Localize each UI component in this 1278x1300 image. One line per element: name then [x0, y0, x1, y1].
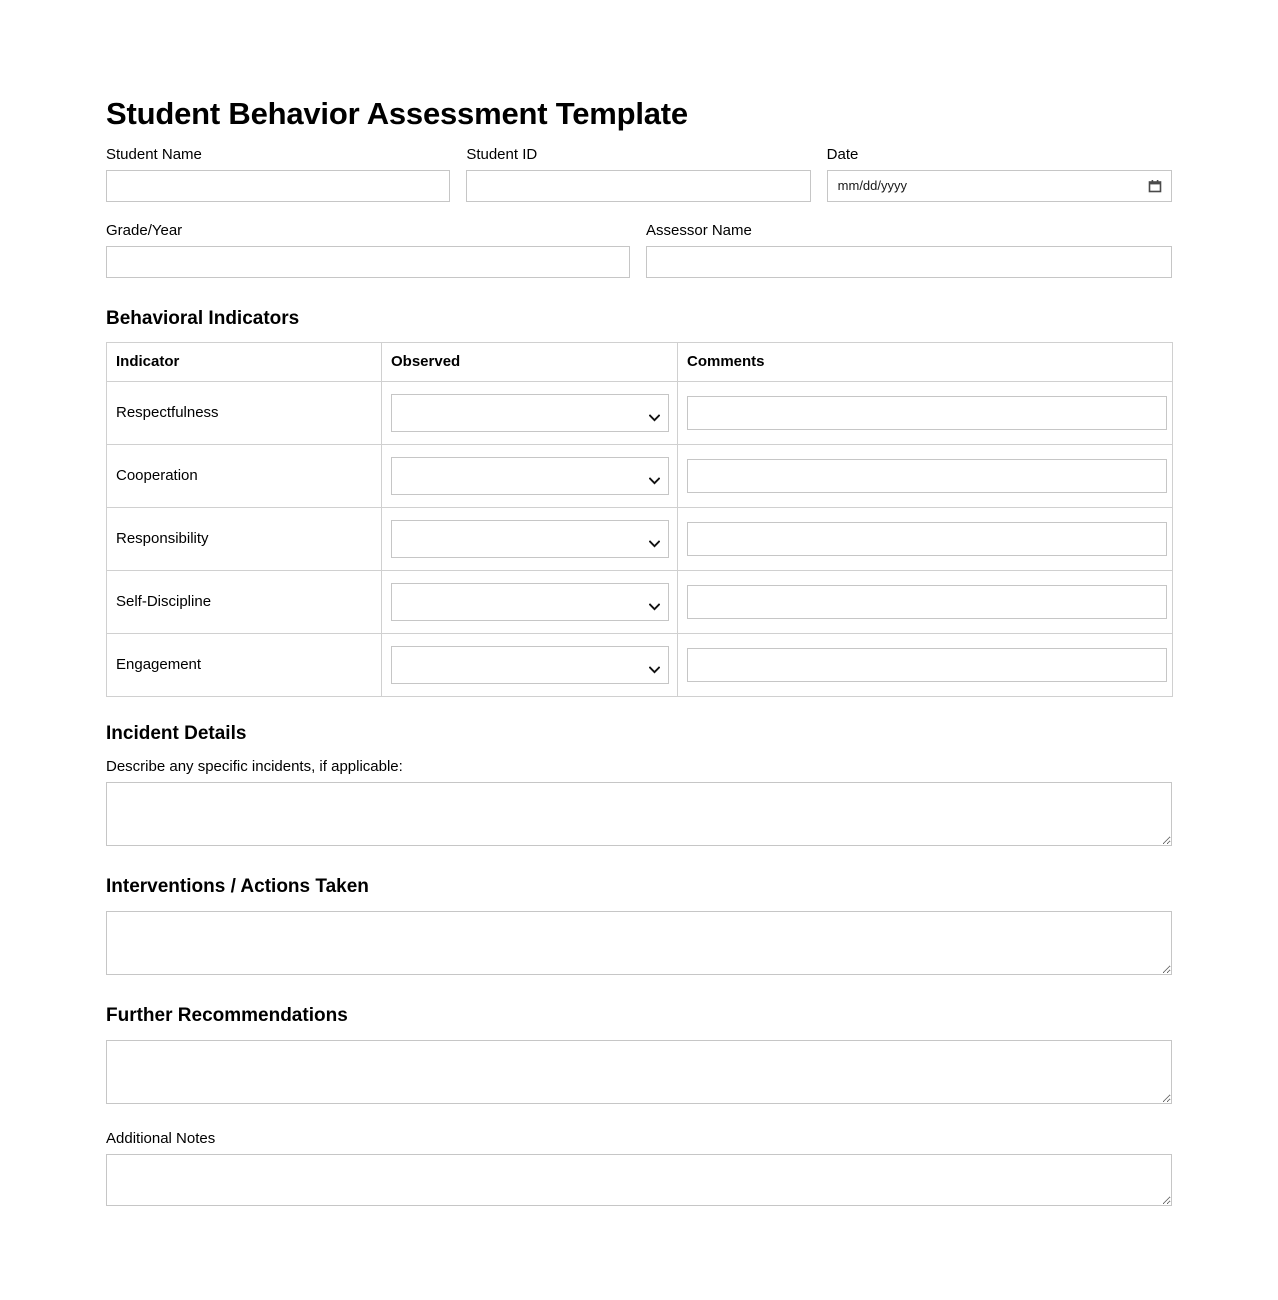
calendar-icon[interactable] — [1148, 179, 1162, 193]
comment-input[interactable] — [687, 648, 1167, 682]
chevron-down-icon — [649, 598, 660, 606]
table-row — [107, 508, 1173, 571]
observed-select[interactable] — [391, 394, 669, 432]
comment-input[interactable] — [687, 522, 1167, 556]
assessor-name-label: Assessor Name — [646, 221, 752, 239]
observed-cell — [382, 571, 678, 634]
column-header-observed: Observed — [382, 343, 678, 382]
observed-select[interactable] — [391, 646, 669, 684]
student-id-label: Student ID — [466, 145, 538, 163]
comments-cell — [678, 634, 1173, 697]
column-header-indicator: Indicator — [107, 343, 382, 382]
date-field-group — [827, 146, 1172, 202]
table-row — [107, 634, 1173, 697]
student-name-field-group — [106, 146, 450, 202]
additional-notes-textarea[interactable] — [106, 1154, 1172, 1206]
indicator-label: Respectfulness — [107, 382, 382, 445]
identity-row-primary — [106, 146, 1172, 202]
behavioral-indicators-table — [106, 342, 1173, 697]
incident-details-heading: Incident Details — [106, 723, 247, 745]
incident-details-textarea[interactable] — [106, 782, 1172, 846]
column-header-comments: Comments — [678, 343, 1173, 382]
comments-cell — [678, 571, 1173, 634]
chevron-down-icon — [649, 535, 660, 543]
interventions-textarea[interactable] — [106, 911, 1172, 975]
interventions-heading: Interventions / Actions Taken — [106, 876, 369, 898]
comment-input[interactable] — [687, 459, 1167, 493]
student-name-input[interactable] — [106, 170, 450, 202]
observed-cell — [382, 508, 678, 571]
date-placeholder-text: mm/dd/yyyy — [837, 178, 907, 194]
table-row — [107, 571, 1173, 634]
identity-row-secondary — [106, 222, 1172, 278]
page-title: Student Behavior Assessment Template — [106, 96, 688, 131]
grade-year-label: Grade/Year — [106, 221, 183, 239]
observed-cell — [382, 382, 678, 445]
observed-select[interactable] — [391, 457, 669, 495]
student-id-input[interactable] — [466, 170, 810, 202]
chevron-down-icon — [649, 409, 660, 417]
additional-notes-label: Additional Notes — [106, 1129, 216, 1147]
assessor-name-input[interactable] — [646, 246, 1172, 278]
table-header-row — [107, 343, 1173, 382]
indicator-label: Engagement — [107, 634, 382, 697]
chevron-down-icon — [649, 472, 660, 480]
observed-cell — [382, 634, 678, 697]
observed-select[interactable] — [391, 520, 669, 558]
behavioral-indicators-heading: Behavioral Indicators — [106, 307, 300, 329]
observed-cell — [382, 445, 678, 508]
indicator-label: Cooperation — [107, 445, 382, 508]
indicator-label: Self-Discipline — [107, 571, 382, 634]
comment-input[interactable] — [687, 585, 1167, 619]
observed-select[interactable] — [391, 583, 669, 621]
date-label: Date — [826, 145, 859, 163]
assessor-name-field-group — [646, 222, 1172, 278]
recommendations-textarea[interactable] — [106, 1040, 1172, 1104]
comments-cell — [678, 508, 1173, 571]
indicator-label: Responsibility — [107, 508, 382, 571]
recommendations-heading: Further Recommendations — [106, 1005, 348, 1027]
incident-details-sublabel: Describe any specific incidents, if applicable: — [106, 758, 403, 776]
grade-year-input[interactable] — [106, 246, 630, 278]
date-input[interactable] — [827, 170, 1172, 202]
chevron-down-icon — [649, 661, 660, 669]
student-id-field-group — [466, 146, 810, 202]
student-name-label: Student Name — [106, 145, 202, 163]
comments-cell — [678, 445, 1173, 508]
comments-cell — [678, 382, 1173, 445]
comment-input[interactable] — [687, 396, 1167, 430]
grade-year-field-group — [106, 222, 630, 278]
table-row — [107, 382, 1173, 445]
table-row — [107, 445, 1173, 508]
